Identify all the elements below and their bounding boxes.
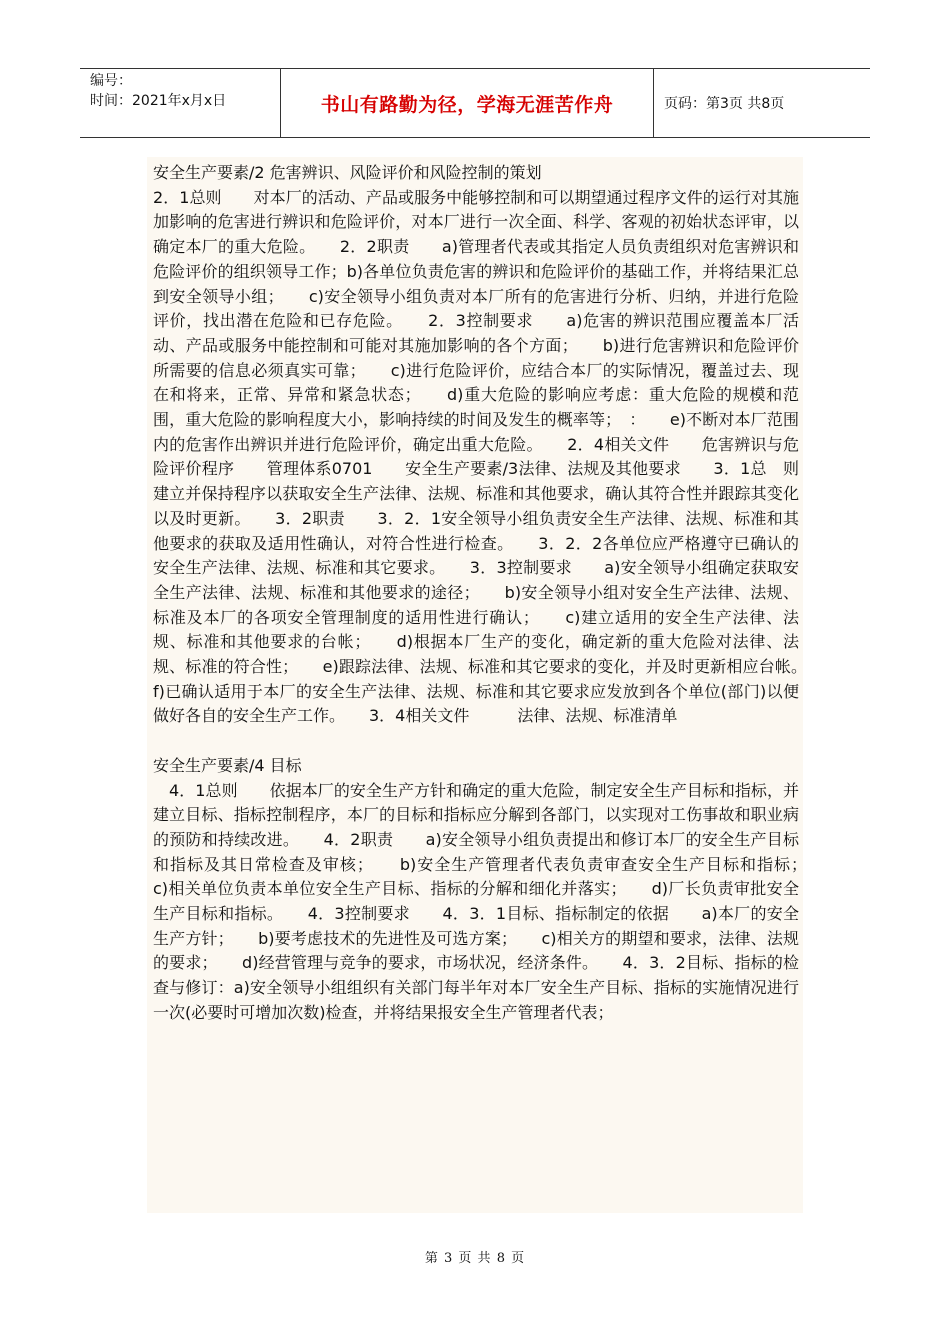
page-footer <box>0 1247 950 1266</box>
section-4-body: 4．1总则 依据本厂的安全生产方针和确定的重大危险，制定安全生产目标和指标，并建立目标、指标控制程序，本厂的目标和指标应分解到各部门，以实现对工伤事故和职业病的预防和持续改进。 4．2职责 a)安全领导小组负责提出和修订本厂的安全生产目标和指标及其日常检查及审核； b)安全生产管理者代表负责审查安全生产目标和指标； c)相关单位负责本单位安全生产目标、指标的分解和细化并落实； d)厂长负责审批安全生产目标和指标。 4．3控制要求 4．3．1目标、指标制定的依据 a)本厂的安全生产方针； b)要考虑技术的先进性及可选方案； c)相关方的期望和要求，法律、法规的要求； d)经营管理与竞争的要求，市场状况，经济条件。 4．3．2目标、指标的检查与修订：a)安全领导小组组织有关部门每半年对本厂安全生产目标、指标的实施情况进行一次(必要时可增加次数)检查，并将结果报安全生产管理者代表； <box>153 780 832 1022</box>
page-header <box>80 68 870 138</box>
document-body <box>147 157 832 1213</box>
document-number-label: 编号： <box>90 73 132 89</box>
header-meta-cell <box>80 69 281 137</box>
header-page-cell <box>654 69 870 137</box>
header-motto-cell <box>281 69 654 137</box>
section-2-body: 2．1总则 对本厂的活动、产品或服务中能够控制和可以期望通过程序文件的运行对其施加影响的危害进行辨识和危险评价，对本厂进行一次全面、科学、客观的初始状态评审，以确定本厂的重大危险。 2．2职责 a)管理者代表或其指定人员负责组织对危害辨识和危险评价的组织领导工作；b)各单位负责危害的辨识和危险评价的基础工作，并将结果汇总到安全领导小组； c)安全领导小组负责对本厂所有的危害进行分析、归纳，并进行危险评价，找出潜在危险和已存危险。 2．3控制要求 a)危害的辨识范围应覆盖本厂活动、产品或服务中能控制和可能对其施加影响的各个方面； b)进行危害辨识和危险评价所需要的信息必须真实可靠； c)进行危险评价，应结合本厂的实际情况，覆盖过去、现在和将来，正常、异常和紧急状态； d)重大危险的影响应考虑：重大危险的规模和范围，重大危险的影响程度大小，影响持续的时间及发生的概率等； ： e)不断对本厂范围内的危害作出辨识并进行危险评价，确定出重大危险。 2．4相关文件 危害辨识与危险评价程序 管理体系0701 安全生产要素/3法律、法规及其他要求 3．1总 则 建立并保持程序以获取安全生产法律、法规、标准和其他要求，确认其符合性并跟踪其变化以及时更新。 3．2职责 3．2．1安全领导小组负责安全生产法律、法规、标准和其他要求的获取及适用性确认，对符合性进行检查。 3．2．2各单位应严格遵守已确认的安全生产法律、法规、标准和其它要求。 3．3控制要求 a)安全领导小组确定获取安全生产法律、法规、标准和其他要求的途径； b)安全领导小组对安全生产法律、法规、标准及本厂的各项安全管理制度的适用性进行确认； c)建立适用的安全生产法律、法规、标准和其他要求的台帐； d)根据本厂生产的变化，确定新的重大危险对法律、法规、标准的符合性； e)跟踪法律、法规、标准和其它要求的变化，并及时更新相应台帐。 f)已确认适用于本厂的安全生产法律、法规、标准和其它要求应发放到各个单位(部门)以便做好各自的安全生产工作。 3．4相关文件 法律、法规、标准清单 <box>153 187 832 726</box>
footer-page-number: 第 3 页 共 8 页 <box>424 1251 526 1266</box>
section-2-title: 安全生产要素/2 危害辨识、风险评价和风险控制的策划 <box>153 163 542 182</box>
section-4-title: 安全生产要素/4 目标 <box>153 755 302 775</box>
section-spacer <box>153 729 799 754</box>
document-date: 时间：2021年x月x日 <box>90 93 227 109</box>
header-page-info: 页码：第3页 共8页 <box>664 96 785 112</box>
header-motto: 书山有路勤为径，学海无涯苦作舟 <box>320 93 614 116</box>
